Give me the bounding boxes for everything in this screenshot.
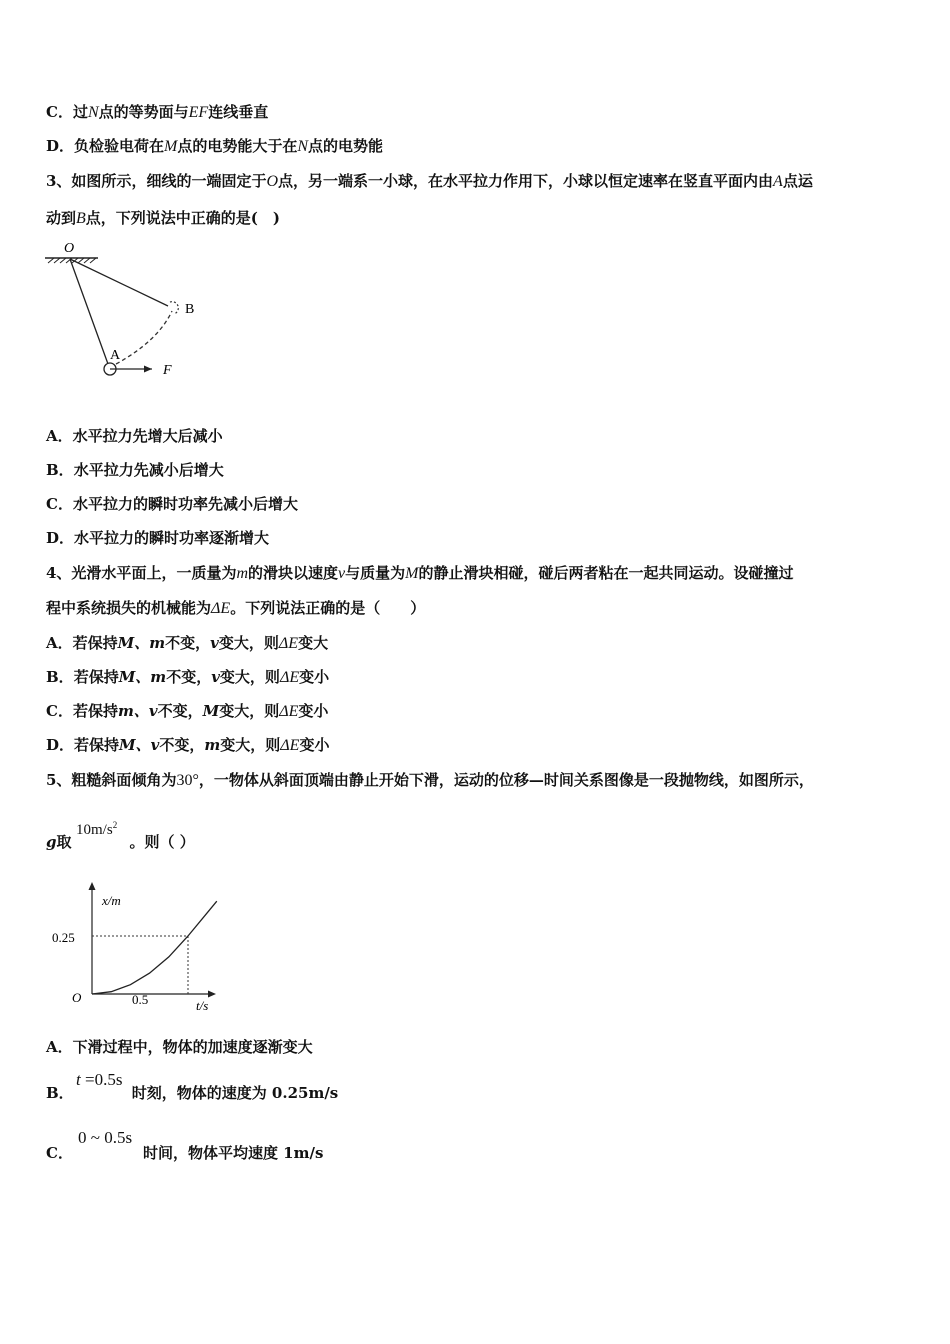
q5-stem-line2: g取 。则（ ） [46,833,195,851]
ball-b [170,302,178,314]
x-tick-label: 0.5 [132,992,149,1007]
x-axis-label: t/s [196,998,209,1013]
y-axis-label: x/m [102,893,121,908]
label-b: B [185,302,195,317]
q4-option-c: C．若保持m、v不变，M变大，则ΔE变小 [46,702,329,720]
q5-option-b: B． 时刻，物体的速度为 0.25m/s [46,1084,339,1102]
q3-pendulum-figure [40,236,210,381]
y-tick-label: 0.25 [52,930,75,945]
q5-option-c: C． 时间，物体平均速度 1m/s [46,1144,324,1162]
prev-option-d: D．负检验电荷在M点的电势能大于在N点的电势能 [46,137,384,155]
q5-option-c-formula: 0 ~ 0.5s [78,1128,133,1147]
q4-option-a: A．若保持M、m不变，v变大，则ΔE变大 [46,634,329,652]
g-value: $10m/s^2$ [76,820,118,838]
label-o: O [64,241,75,256]
label-a: A [110,348,121,363]
q4-option-d: D．若保持M、v不变，m变大，则ΔE变小 [46,736,330,754]
q4-stem-line2: 程中系统损失的机械能为ΔE。下列说法正确的是（ ） [46,599,426,617]
q5-xt-chart [44,876,224,1016]
origin-label: O [72,990,82,1005]
label-f: F [163,363,172,378]
q3-option-d: D．水平拉力的瞬时功率逐渐增大 [46,529,270,547]
q3-option-a: A．水平拉力先增大后减小 [46,427,223,445]
q3-option-b: B．水平拉力先减小后增大 [46,461,224,479]
prev-option-c: C．过N点的等势面与EF连线垂直 [46,103,269,121]
q3-stem-line2: 动到B点，下列说法中正确的是( ) [46,209,280,227]
arc-path [116,311,172,364]
data-series-line [92,901,217,994]
q4-option-b: B．若保持M、m不变，v变大，则ΔE变小 [46,668,330,686]
q3-stem-line1: 3、如图所示，细线的一端固定于O点，另一端系一小球，在水平拉力作用下，小球以恒定速率在竖直平面内由A点运 [46,172,813,190]
q5-option-b-formula: t =0.5s [76,1070,123,1089]
q5-option-a: A．下滑过程中，物体的加速度逐渐变大 [46,1038,313,1056]
q5-stem-line1: 5、粗糙斜面倾角为30°，一物体从斜面顶端由静止开始下滑，运动的位移—时间关系图像是一段抛物线，如图所示， [46,771,814,789]
q4-stem-line1: 4、光滑水平面上，一质量为m的滑块以速度v与质量为M的静止滑块相碰，碰后两者粘在一起共同运动。设碰撞过 [46,564,794,582]
q3-option-c: C．水平拉力的瞬时功率先减小后增大 [46,495,298,513]
